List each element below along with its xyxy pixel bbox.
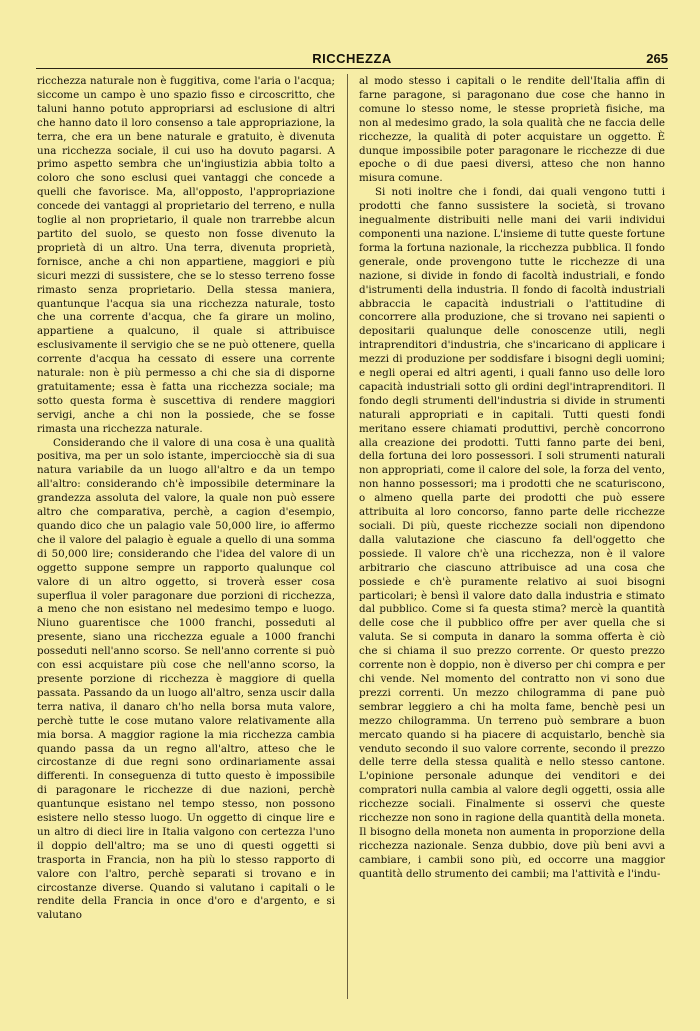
paragraph: Si noti inoltre che i fondi, dai quali vengono tutti i prodotti che fanno sussistere la società, si trovano inegualmente distribuiti nelle mani dei varii individui componenti una nazione. L'insieme di tutte queste fortune forma la fortuna nazionale, la ricchezza pubblica. Il fondo generale, onde provengono tutte le ricchezze di una nazione, si divide in fondo di facoltà industriali, e fondo d'istrumenti della industria. Il fondo di facoltà industriali abbraccia le capacità industriali o l'attitudine di concorrere alla produzione, che si trovano nei sapienti o depositarii qualunque delle conoscenze utili, negli intraprenditori d'industria, che s'incaricano di applicare i mezzi di produzione per soddisfare i bisogni degli uomini; e negli operai ed altri agenti, i quali fanno uso delle loro capacità industriali sotto gli ordini degl'intraprenditori. Il fondo degli strumenti dell'industria si divide in strumenti naturali appropriati e in capitali. Tutti questi fondi meritano essere chiamati produttivi, perchè concorrono alla creazione dei prodotti. Tutti fanno parte dei beni, della fortuna dei loro possessori. I soli strumenti naturali non appropriati, come il calore del sole, la forza del vento, non hanno possessori; ma i prodotti che ne scaturiscono, o almeno quella parte dei prodotti che può essere attribuita al loro concorso, fanno parte delle ricchezze sociali. Di più, queste ricchezze sociali non dipendono dalla valutazione che ciascuno fa dell'oggetto che possiede. Il valore ch'è una ricchezza, non è il valore arbitrario che ciascuno attribuisce ad una cosa che possiede e ch'è puramente relativo ai suoi bisogni particolari; è bensì il valore dato dalla industria e stimato dal pubblico. Come si fa questa stima? mercè la quantità delle cose che il pubblico offre per aver quella che si valuta. Se si computa in danaro la somma offerta è ciò che si chiama il suo prezzo corrente. Or questo prezzo corrente non è doppio, non è diverso per chi compra e per chi vende. Nel momento del contratto non vi sono due prezzi correnti. Un mezzo chilogramma di pane può sembrar leggiero a chi ha molta fame, benchè pesi un mezzo chilogramma. Un terreno può sembrare a buon mercato quando si ha piacere di acquistarlo, benchè sia venduto secondo il suo valore corrente, secondo il prezzo delle terre della stessa qualità e nello stesso cantone. L'opinione personale adunque dei venditori e dei compratori nulla cambia al valore degli oggetti, ossia alle ricchezze sociali. Finalmente si osservi che queste ricchezze non sono in ragione della quantità della moneta. Il bisogno della moneta non aumenta in proporzione della ricchezza nazionale. Senza dubbio, dove più beni avvi a cambiare, i cambii sono più, ed occorre una maggior quantità dello strumento dei cambii; ma l'attività e l'indu- [359, 186, 665, 880]
page-number: 265 [646, 51, 668, 66]
left-column [37, 75, 335, 923]
running-header [36, 48, 668, 69]
right-column [359, 75, 665, 882]
column-divider [347, 74, 348, 999]
running-title: RICCHEZZA [312, 51, 392, 66]
paragraph: ricchezza naturale non è fuggitiva, come l'aria o l'acqua; siccome un campo è uno spazio fisso e circoscritto, che taluni hanno potuto appropriarsi ad esclusione di altri che hanno dato il loro consenso a tale appropriazione, la terra, che era un bene naturale e gratuito, è divenuta una ricchezza sociale, il cui uso ha dovuto pagarsi. A primo aspetto sembra che un'ingiustizia abbia tolto a coloro che sono esclusi quei vantaggi che concede a quelli che favorisce. Ma, all'opposto, l'appropriazione concede dei vantaggi al proprietario del terreno, e nulla toglie al non proprietario, il quale non trarrebbe alcun partito del suolo, se questo non fosse divenuto la proprietà di un altro. Una terra, divenuta proprietà, fornisce, anche a chi non appartiene, maggiori e più sicuri mezzi di sussistere, che se lo stesso terreno fosse rimasto senza proprietario. Della stessa maniera, quantunque l'acqua sia una ricchezza naturale, tosto che una corrente d'acqua, che fa girare un molino, appartiene a qualcuno, il quale si attribuisce esclusivamente il servigio che se ne può ottenere, quella corrente d'acqua ha cessato di essere una corrente naturale: non è più permesso a chi che sia di disporne gratuitamente; essa è fatta una ricchezza sociale; ma sotto questa forma è suscettiva di rendere maggiori servigi, anche a chi non la possiede, che se fosse rimasta una ricchezza naturale. [37, 75, 335, 435]
paragraph: Considerando che il valore di una cosa è una qualità positiva, ma per un solo istante, imperciocchè sia di sua natura variabile da un luogo all'altro e da un tempo all'altro: considerando ch'è impossibile determinare la grandezza assoluta del valore, la quale non può essere altro che comparativa, perchè, a cagion d'esempio, quando dico che un palagio vale 50,000 lire, io affermo che il valore del palagio è eguale a quello di una somma di 50,000 lire; considerando che l'idea del valore di un oggetto suppone sempre un rapporto qualunque col valore di un altro oggetto, si troverà esser cosa superflua il voler paragonare due porzioni di ricchezza, a meno che non esistano nel medesimo tempo e luogo. Niuno guarentisce che 1000 franchi, posseduti al presente, siano una ricchezza eguale a 1000 franchi posseduti nell'anno scorso. Se nell'anno corrente si può con essi acquistare più cose che nell'anno scorso, la presente porzione di ricchezza è maggiore di quella passata. Passando da un luogo all'altro, senza uscir dalla terra nativa, il danaro ch'ho nella borsa muta valore, perchè tutte le cose mutano valore relativamente alla mia borsa. A maggior ragione la mia ricchezza cambia quando passa da un regno all'altro, atteso che le circostanze di due regni sono ordinariamente assai differenti. In conseguenza di tutto questo è impossibile di paragonare le ricchezze di due nazioni, perchè quantunque esistano nel tempo stesso, non possono esistere nello stesso luogo. Un oggetto di cinque lire e un altro di dieci lire in Italia valgono con certezza l'uno il doppio dell'altro; ma se uno di questi oggetti si trasporta in Francia, non ha più lo stesso rapporto di valore con l'altro, perchè separati si trovano e in circostanze diverse. Quando si valutano i capitali o le rendite della Francia in once d'oro e d'argento, e si valutano [37, 436, 335, 922]
paragraph: al modo stesso i capitali o le rendite dell'Italia affin di farne paragone, si paragonano due cose che hanno in comune lo stesso nome, le stesse proprietà fisiche, ma non al medesimo grado, la sola qualità che ne faccia delle ricchezze, la qualità di poter acquistare un oggetto. È dunque impossibile poter paragonare le ricchezze di due epoche o di due paesi diversi, atteso che non hanno misura comune. [359, 75, 665, 185]
